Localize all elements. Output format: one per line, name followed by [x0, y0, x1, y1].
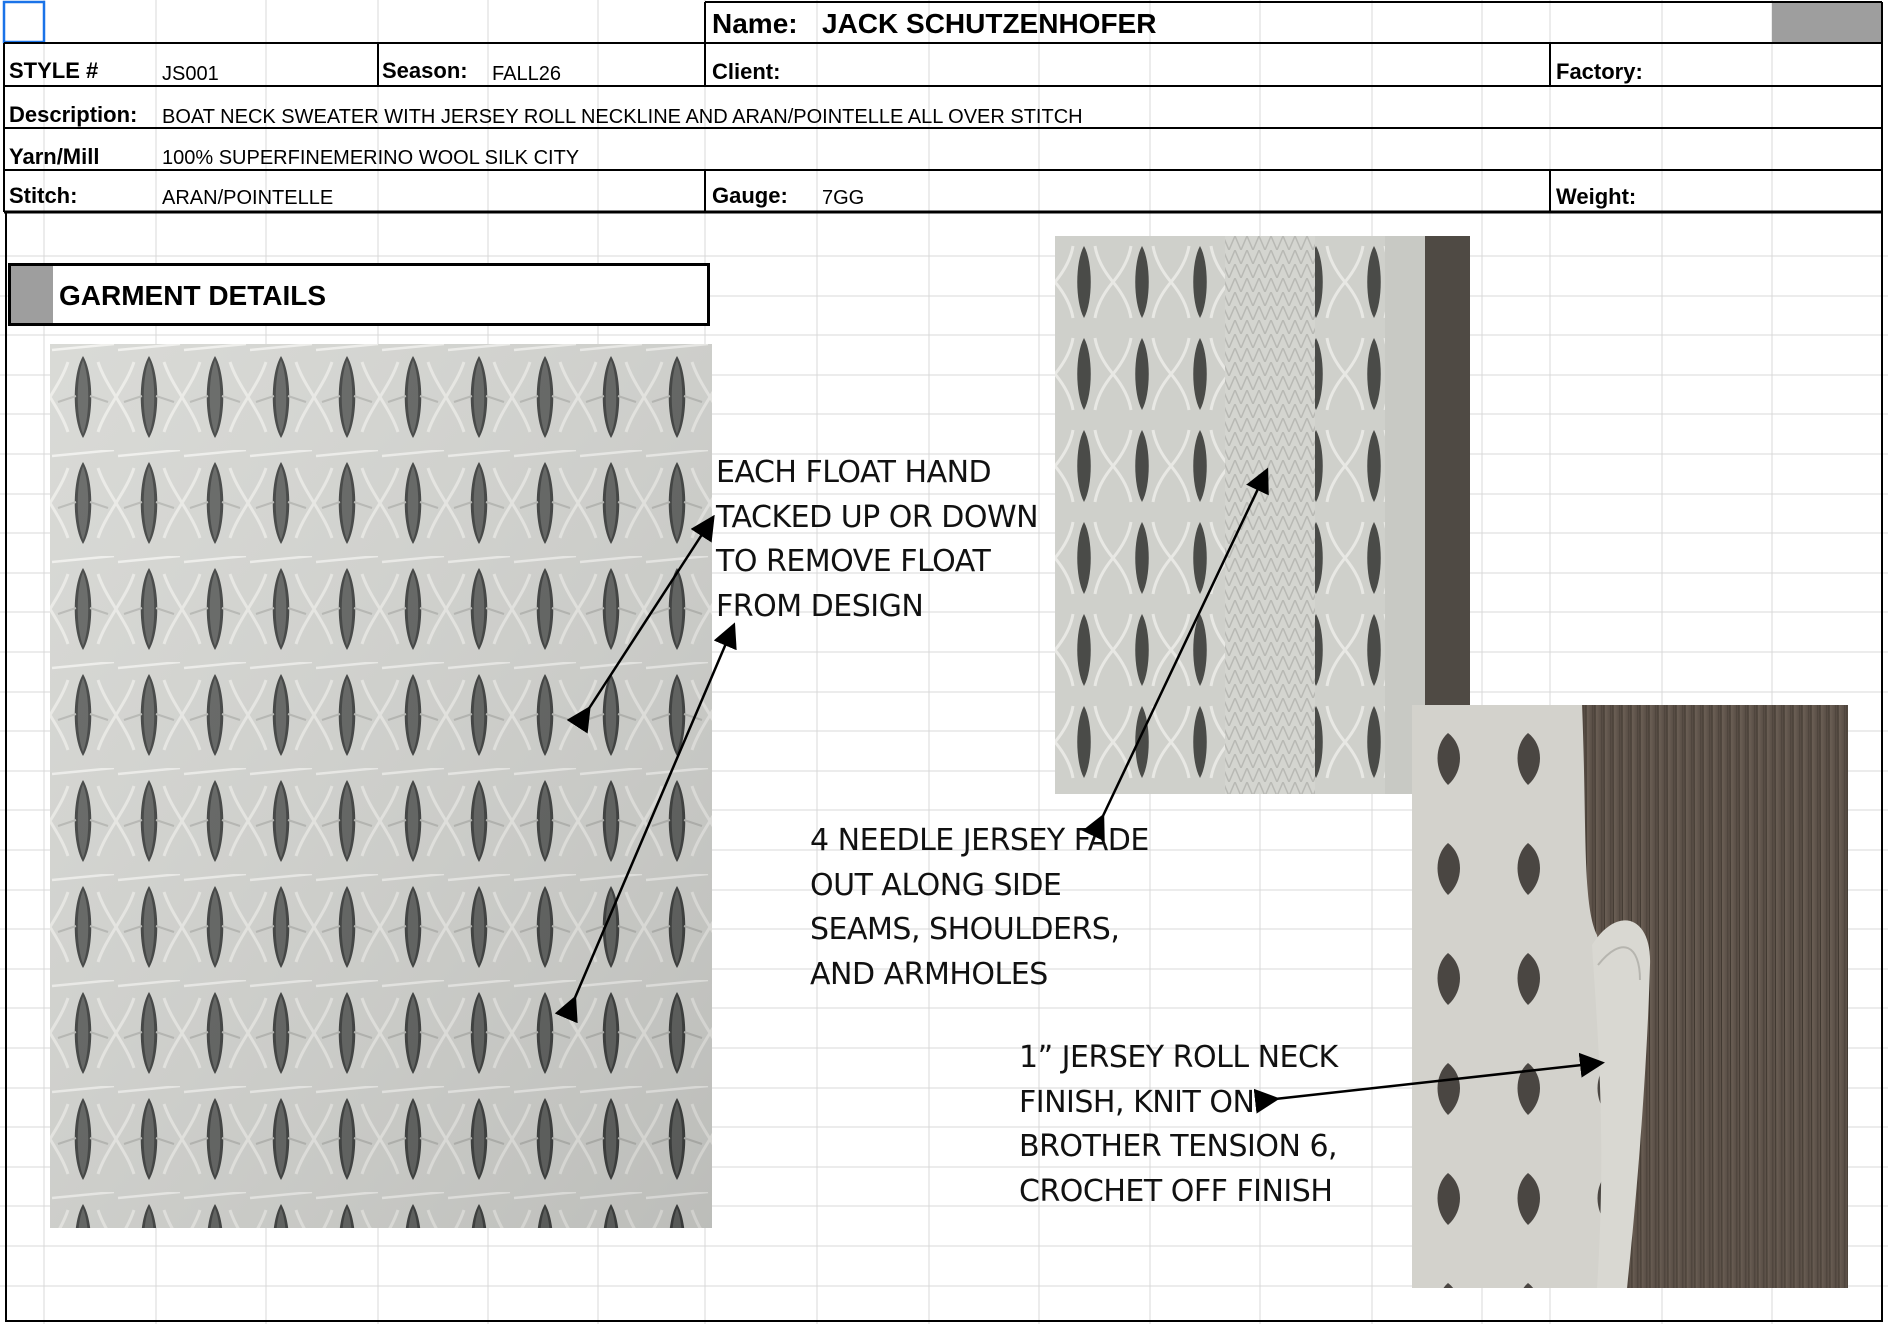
- jersey-fade-line-3: SEAMS, SHOULDERS,: [810, 912, 1120, 947]
- stitch-label: Stitch:: [9, 183, 78, 208]
- side-seam-photo: [1055, 236, 1470, 794]
- float-annotation: [716, 451, 1038, 629]
- float-line-2: TACKED UP OR DOWN: [716, 499, 1039, 535]
- yarn-value[interactable]: 100% SUPERFINEMERINO WOOL SILK CITY: [162, 147, 580, 169]
- float-line-3: TO REMOVE FLOAT: [716, 544, 991, 579]
- section-title: GARMENT DETAILS: [59, 280, 327, 311]
- description-value[interactable]: BOAT NECK SWEATER WITH JERSEY ROLL NECKLINE AND ARAN/POINTELLE ALL OVER STITCH: [162, 106, 1083, 128]
- gauge-label: Gauge:: [712, 183, 788, 208]
- heading-grey-block: [11, 266, 53, 323]
- yarn-label: Yarn/Mill: [9, 144, 100, 169]
- roll-neck-image: [1412, 705, 1848, 1288]
- jersey-fade-annotation: [810, 819, 1149, 997]
- swatch-image: [50, 344, 712, 1228]
- jersey-fade-line-2: OUT ALONG SIDE: [810, 867, 1062, 903]
- factory-label: Factory:: [1556, 59, 1643, 84]
- float-line-1: EACH FLOAT HAND: [716, 455, 992, 490]
- season-label: Season:: [382, 58, 468, 83]
- client-label: Client:: [712, 59, 781, 84]
- roll-neck-line-4: CROCHET OFF FINISH: [1019, 1173, 1333, 1209]
- roll-neck-line-2: FINISH, KNIT ON: [1019, 1084, 1255, 1120]
- description-label: Description:: [9, 102, 138, 127]
- roll-neck-photo: [1412, 705, 1848, 1288]
- garment-details-heading: [8, 263, 710, 326]
- style-value[interactable]: JS001: [162, 63, 219, 85]
- roll-neck-line-3: BROTHER TENSION 6,: [1019, 1129, 1338, 1164]
- style-label: STYLE #: [9, 58, 99, 83]
- season-value[interactable]: FALL26: [492, 63, 561, 85]
- knit-swatch-photo: [50, 344, 712, 1228]
- side-seam-image: [1055, 236, 1470, 794]
- stitch-value[interactable]: ARAN/POINTELLE: [162, 187, 334, 209]
- name-label: Name:: [712, 8, 798, 39]
- float-line-4: FROM DESIGN: [716, 588, 924, 624]
- gauge-value[interactable]: 7GG: [822, 187, 865, 209]
- roll-neck-line-1: 1” JERSEY ROLL NECK: [1019, 1040, 1338, 1075]
- roll-neck-annotation: [1019, 1036, 1338, 1214]
- jersey-fade-line-4: AND ARMHOLES: [810, 956, 1048, 992]
- weight-label: Weight:: [1556, 184, 1637, 209]
- jersey-fade-line-1: 4 NEEDLE JERSEY FADE: [810, 823, 1149, 858]
- name-value[interactable]: JACK SCHUTZENHOFER: [822, 8, 1157, 39]
